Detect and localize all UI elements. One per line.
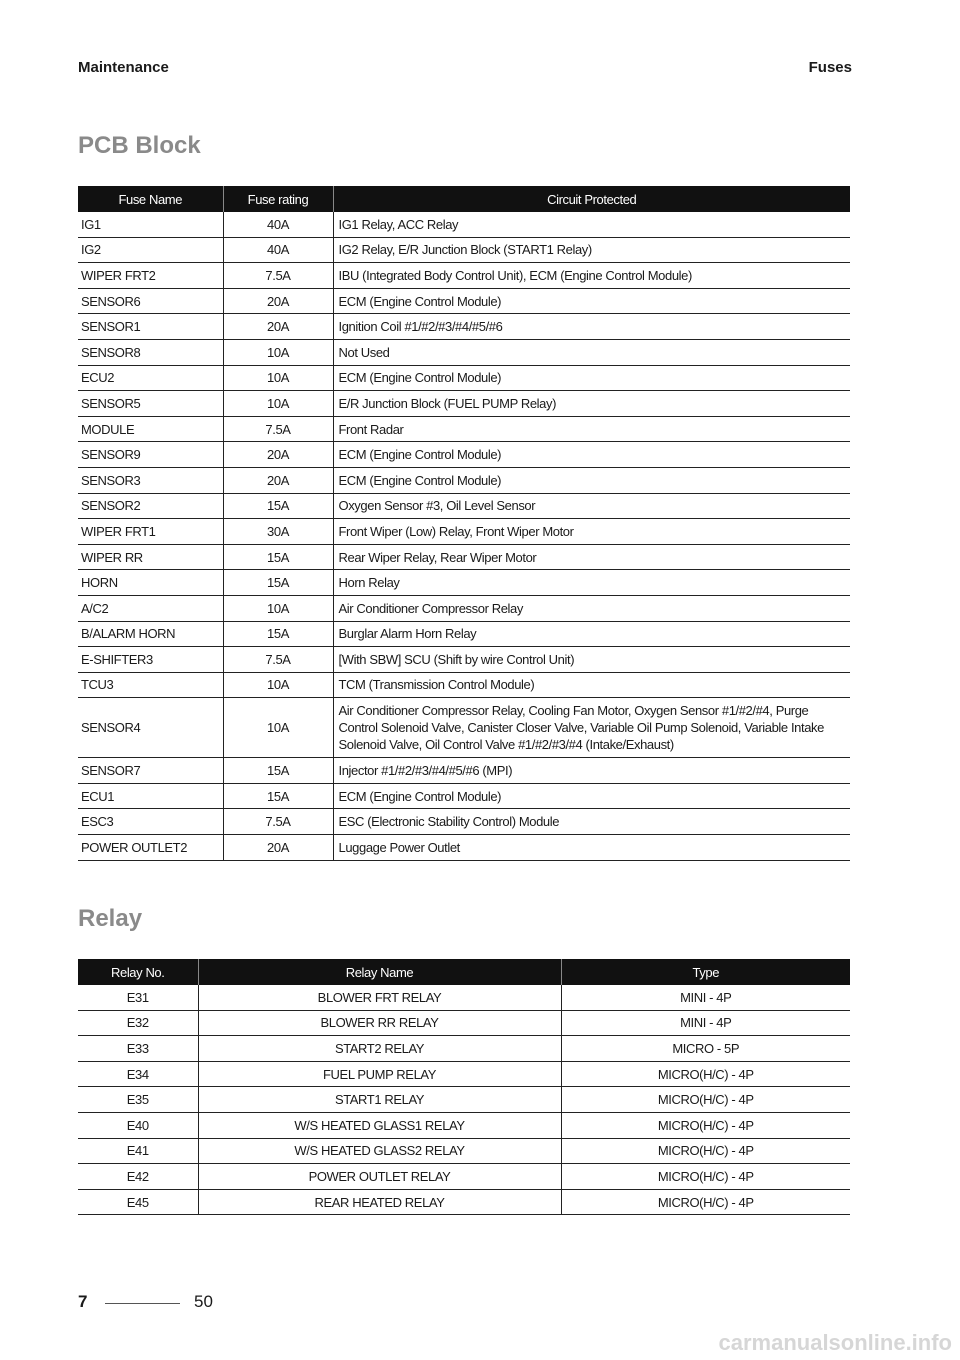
relay-table-header	[78, 959, 850, 985]
table-cell: SENSOR3	[78, 467, 223, 493]
column-header-fuse-rating: Fuse rating	[223, 186, 333, 212]
table-cell: MICRO - 5P	[561, 1036, 850, 1062]
table-cell: Horn Relay	[333, 570, 850, 596]
table-cell: 20A	[223, 442, 333, 468]
table-row	[78, 1189, 850, 1215]
table-cell: IG2 Relay, E/R Junction Block (START1 Relay)	[333, 237, 850, 263]
table-cell: MICRO(H/C) - 4P	[561, 1087, 850, 1113]
chapter-number: 7	[78, 1292, 88, 1311]
table-cell: W/S HEATED GLASS1 RELAY	[198, 1112, 561, 1138]
table-cell: WIPER FRT1	[78, 519, 223, 545]
relay-title: Relay	[78, 905, 143, 932]
table-cell: MICRO(H/C) - 4P	[561, 1061, 850, 1087]
footer-divider	[105, 1303, 180, 1304]
table-cell: WIPER RR	[78, 544, 223, 570]
table-row	[78, 647, 850, 673]
table-row	[78, 519, 850, 545]
table-cell: 15A	[223, 621, 333, 647]
table-cell: MICRO(H/C) - 4P	[561, 1189, 850, 1215]
table-cell: START1 RELAY	[198, 1087, 561, 1113]
table-cell: E31	[78, 985, 198, 1010]
table-cell: 20A	[223, 467, 333, 493]
fuse-table-header	[78, 186, 850, 212]
table-cell: E45	[78, 1189, 198, 1215]
table-cell: ECM (Engine Control Module)	[333, 288, 850, 314]
column-header-type: Type	[561, 959, 850, 985]
table-row	[78, 493, 850, 519]
table-row	[78, 1010, 850, 1036]
table-cell: 15A	[223, 783, 333, 809]
pcb-block-title: PCB Block	[78, 132, 201, 159]
table-row	[78, 758, 850, 784]
table-cell: 10A	[223, 595, 333, 621]
table-row	[78, 339, 850, 365]
table-cell: ECM (Engine Control Module)	[333, 442, 850, 468]
table-cell: B/ALARM HORN	[78, 621, 223, 647]
table-row	[78, 288, 850, 314]
table-cell: 20A	[223, 288, 333, 314]
column-header-fuse-name: Fuse Name	[78, 186, 223, 212]
table-cell: HORN	[78, 570, 223, 596]
table-cell: ECU1	[78, 783, 223, 809]
table-row	[78, 416, 850, 442]
table-cell: 10A	[223, 672, 333, 698]
table-cell: Oxygen Sensor #3, Oil Level Sensor	[333, 493, 850, 519]
table-cell: E33	[78, 1036, 198, 1062]
watermark: carmanualsonline.info	[718, 1330, 952, 1355]
table-cell: 10A	[223, 339, 333, 365]
table-cell: W/S HEATED GLASS2 RELAY	[198, 1138, 561, 1164]
table-cell: SENSOR5	[78, 391, 223, 417]
table-row	[78, 595, 850, 621]
table-cell: E42	[78, 1164, 198, 1190]
table-cell: 7.5A	[223, 263, 333, 289]
table-row	[78, 263, 850, 289]
table-cell: ECM (Engine Control Module)	[333, 783, 850, 809]
table-cell: Burglar Alarm Horn Relay	[333, 621, 850, 647]
table-cell: IG1	[78, 212, 223, 237]
table-cell: 20A	[223, 314, 333, 340]
table-cell: WIPER FRT2	[78, 263, 223, 289]
table-cell: Luggage Power Outlet	[333, 835, 850, 861]
table-row	[78, 1087, 850, 1113]
table-cell: REAR HEATED RELAY	[198, 1189, 561, 1215]
table-cell: Injector #1/#2/#3/#4/#5/#6 (MPI)	[333, 758, 850, 784]
table-row	[78, 985, 850, 1010]
table-cell: SENSOR6	[78, 288, 223, 314]
table-cell: E-SHIFTER3	[78, 647, 223, 673]
table-row	[78, 809, 850, 835]
table-cell: MINI - 4P	[561, 1010, 850, 1036]
table-row	[78, 544, 850, 570]
table-row	[78, 1036, 850, 1062]
table-cell: POWER OUTLET2	[78, 835, 223, 861]
table-cell: BLOWER FRT RELAY	[198, 985, 561, 1010]
table-cell: SENSOR7	[78, 758, 223, 784]
table-row	[78, 365, 850, 391]
table-cell: Air Conditioner Compressor Relay	[333, 595, 850, 621]
header-topic-name: Fuses	[808, 59, 852, 76]
table-cell: MINI - 4P	[561, 985, 850, 1010]
table-cell: 10A	[223, 698, 333, 758]
table-cell: 10A	[223, 391, 333, 417]
table-cell: E35	[78, 1087, 198, 1113]
table-cell: FUEL PUMP RELAY	[198, 1061, 561, 1087]
table-row	[78, 237, 850, 263]
table-cell: E34	[78, 1061, 198, 1087]
table-row	[78, 1164, 850, 1190]
table-cell: A/C2	[78, 595, 223, 621]
table-row	[78, 467, 850, 493]
table-row	[78, 621, 850, 647]
table-row	[78, 314, 850, 340]
table-cell: ECM (Engine Control Module)	[333, 467, 850, 493]
table-row	[78, 391, 850, 417]
table-cell: TCM (Transmission Control Module)	[333, 672, 850, 698]
column-header-circuit-protected: Circuit Protected	[333, 186, 850, 212]
table-row	[78, 835, 850, 861]
column-header-relay-no: Relay No.	[78, 959, 198, 985]
table-cell: SENSOR2	[78, 493, 223, 519]
table-cell: SENSOR4	[78, 698, 223, 758]
table-cell: Rear Wiper Relay, Rear Wiper Motor	[333, 544, 850, 570]
table-cell: SENSOR8	[78, 339, 223, 365]
table-row	[78, 442, 850, 468]
table-cell: 40A	[223, 237, 333, 263]
table-cell: SENSOR1	[78, 314, 223, 340]
table-cell: ECU2	[78, 365, 223, 391]
table-cell: IBU (Integrated Body Control Unit), ECM (Engine Control Module)	[333, 263, 850, 289]
table-row	[78, 672, 850, 698]
table-cell: E40	[78, 1112, 198, 1138]
table-cell: MODULE	[78, 416, 223, 442]
table-cell: POWER OUTLET RELAY	[198, 1164, 561, 1190]
header-section-name: Maintenance	[78, 59, 169, 76]
table-cell: 7.5A	[223, 647, 333, 673]
table-cell: MICRO(H/C) - 4P	[561, 1138, 850, 1164]
table-row	[78, 212, 850, 237]
table-row	[78, 1112, 850, 1138]
fuse-table	[78, 186, 850, 861]
table-row	[78, 698, 850, 758]
relay-table	[78, 959, 850, 1215]
table-row	[78, 1138, 850, 1164]
table-cell: 20A	[223, 835, 333, 861]
table-cell: E32	[78, 1010, 198, 1036]
table-cell: START2 RELAY	[198, 1036, 561, 1062]
table-cell: 15A	[223, 544, 333, 570]
table-cell: ESC (Electronic Stability Control) Module	[333, 809, 850, 835]
page-number: 50	[194, 1292, 213, 1311]
table-cell: IG2	[78, 237, 223, 263]
table-cell: BLOWER RR RELAY	[198, 1010, 561, 1036]
table-cell: Ignition Coil #1/#2/#3/#4/#5/#6	[333, 314, 850, 340]
table-cell: 15A	[223, 758, 333, 784]
table-cell: SENSOR9	[78, 442, 223, 468]
table-row	[78, 570, 850, 596]
table-cell: 7.5A	[223, 416, 333, 442]
table-cell: E41	[78, 1138, 198, 1164]
table-cell: ECM (Engine Control Module)	[333, 365, 850, 391]
column-header-relay-name: Relay Name	[198, 959, 561, 985]
table-cell: MICRO(H/C) - 4P	[561, 1112, 850, 1138]
table-cell: 7.5A	[223, 809, 333, 835]
table-cell: 15A	[223, 493, 333, 519]
table-row	[78, 1061, 850, 1087]
table-cell: 10A	[223, 365, 333, 391]
table-cell: IG1 Relay, ACC Relay	[333, 212, 850, 237]
table-row	[78, 783, 850, 809]
table-cell: 15A	[223, 570, 333, 596]
table-cell: E/R Junction Block (FUEL PUMP Relay)	[333, 391, 850, 417]
table-cell: Not Used	[333, 339, 850, 365]
table-cell: MICRO(H/C) - 4P	[561, 1164, 850, 1190]
table-cell: [With SBW] SCU (Shift by wire Control Unit)	[333, 647, 850, 673]
table-cell: Air Conditioner Compressor Relay, Cooling Fan Motor, Oxygen Sensor #1/#2/#4, Purge Control Solenoid Valve, Canister Closer Valve, Variable Oil Pump Solenoid, Variable Intake Solenoid Valve, Oil Control Valve #1/#2/#3/#4 (Intake/Exhaust)	[333, 698, 850, 758]
table-cell: 40A	[223, 212, 333, 237]
table-cell: 30A	[223, 519, 333, 545]
table-cell: TCU3	[78, 672, 223, 698]
table-cell: Front Wiper (Low) Relay, Front Wiper Motor	[333, 519, 850, 545]
table-cell: ESC3	[78, 809, 223, 835]
table-cell: Front Radar	[333, 416, 850, 442]
